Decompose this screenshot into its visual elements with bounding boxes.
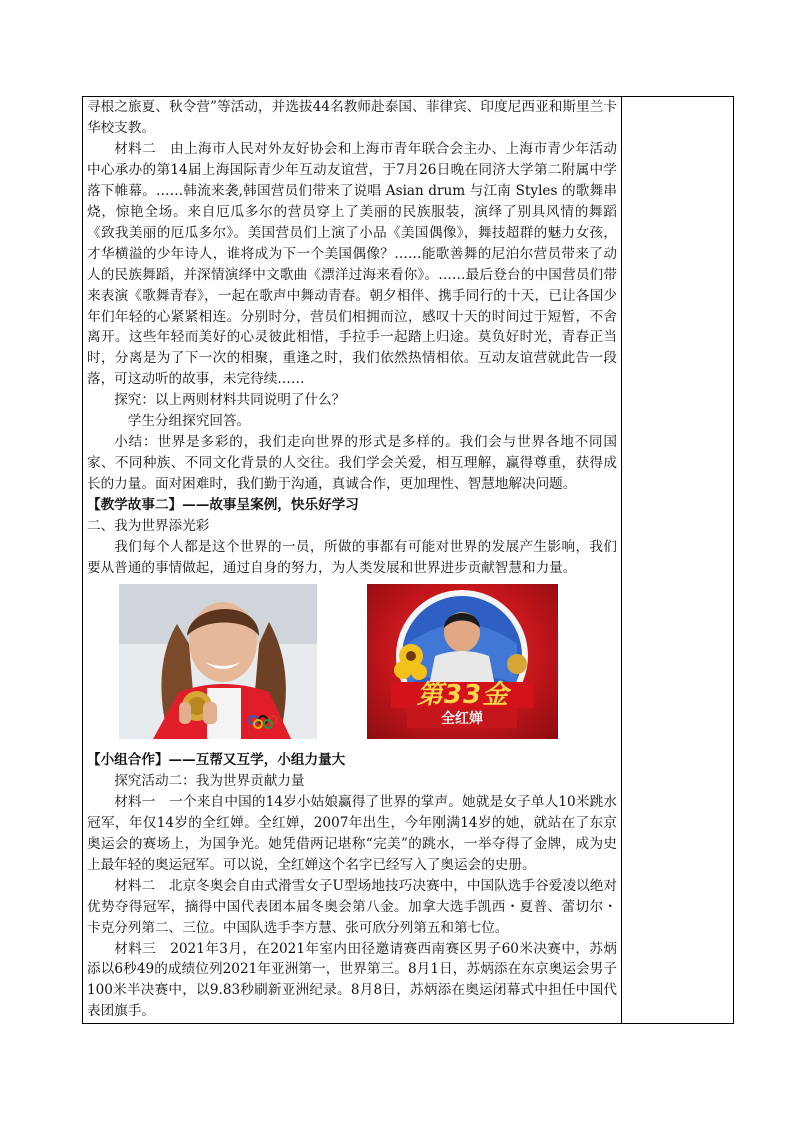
section-heading-world-color: 二、我为世界添光彩	[87, 518, 210, 535]
paragraph-summary: 小结：世界是多彩的，我们走向世界的形式是多样的。我们会与世界各地不同国家、不同种族、不同文化背景的人交往。我们学会关爱，相互理解，赢得尊重，获得成长的力量。面对困难时，我们勤于沟通，真诚合作，更加理性、智慧地解决问题。	[87, 434, 617, 493]
notes-cell	[622, 97, 733, 1023]
heading-group-cooperation: 【小组合作】——互帮又互学，小组力量大	[87, 751, 346, 768]
paragraph-inquiry-activity-two: 探究活动二：我为世界贡献力量	[114, 772, 305, 789]
photo-row	[87, 584, 617, 746]
medal-count-badge: 第33金	[416, 679, 510, 710]
athlete-name-caption: 全红婵	[441, 710, 483, 727]
paragraph-contribute-world: 我们每个人都是这个世界的一员，所做的事都有可能对世界的发展产生影响，我们要从普通的事情做起，通过自身的努力，为人类发展和世界进步贡献智慧和力量。	[87, 539, 617, 576]
paragraph-camp-activities: 寻根之旅夏、秋令营”等活动，并选拔44名教师赴泰国、菲律宾、印度尼西亚和斯里兰卡华校支教。	[87, 99, 617, 136]
paragraph-inquiry-question: 探究：以上两则材料共同说明了什么？	[114, 392, 346, 409]
athlete-photo-gu-ailing	[119, 584, 317, 739]
lesson-content-cell	[87, 97, 617, 1022]
paragraph-material-one-quan: 材料一 一个来自中国的14岁小姑娘赢得了世界的掌声。她就是女子单人10米跳水冠军，年仅14岁的全红婵。全红婵，2007年出生，今年刚满14岁的她，就站在了东京奥运会的赛场上，为国争光。她凭借两记堪称“完美”的跳水，一举夺得了金牌，成为史上最年轻的奥运冠军。可以说，全红婵这个名字已经写入了奥运会的史册。	[87, 793, 617, 873]
paragraph-group-answer: 学生分组探究回答。	[127, 413, 251, 430]
athlete-photo-quan-hongchan	[367, 584, 558, 739]
heading-teaching-story-two: 【教学故事二】——故事呈案例，快乐好学习	[87, 497, 359, 514]
paragraph-material-three-su: 材料三 2021年3月，在2021年室内田径邀请赛西南赛区男子60米决赛中，苏炳添以6秒49的成绩位列2021年亚洲第一，世界第三。8月1日，苏炳添在东京奥运会男子100米半决赛中，以9.83秒刷新亚洲纪录。8月8日，苏炳添在奥运闭幕式中担任中国代表团旗手。	[87, 940, 617, 1020]
paragraph-material-two-camp: 材料二 由上海市人民对外友好协会和上海市青年联合会主办、上海市青少年活动中心承办的第14届上海国际青少年互动友谊营，于7月26日晚在同济大学第二附属中学落下帷幕。……韩流来袭,韩国营员们带来了说唱 Asian drum 与江南 Styles 的歌舞串烧，惊艳全场。来自厄瓜多尔的营员穿上了美丽的民族服装，演绎了别具风情的舞蹈《致我美丽的厄瓜多尔》。美国营员们上演了小品《美国偶像》，舞技超群的魅力女孩，才华横溢的少年诗人，谁将成为下一个美国偶像？……能歌善舞的尼泊尔营员带来了动人的民族舞蹈，并深情演绎中文歌曲《漂洋过海来看你》。……最后登台的中国营员们带来表演《歌舞青春》，一起在歌声中舞动青春。朝夕相伴、携手同行的十天，已让各国少年们年轻的心紧紧相连。分别时分，营员们相拥而泣，感叹十天的时间过于短暂，不舍离开。这些年轻而美好的心灵彼此相惜，手拉手一起踏上归途。莫负好时光，青春正当时，分离是为了下一次的相聚，重逢之时，我们依然热情相依。互动友谊营就此告一段落，可这动听的故事，未完待续……	[87, 140, 617, 388]
lesson-table	[82, 96, 734, 1024]
paragraph-material-two-gu: 材料二 北京冬奥会自由式滑雪女子U型场地技巧决赛中，中国队选手谷爱凌以绝对优势夺得冠军，摘得中国代表团本届冬奥会第八金。加拿大选手凯西・夏普、蕾切尔・卡克分列第二、三位。中国队选手李方慧、张可欣分列第五和第七位。	[87, 877, 617, 936]
